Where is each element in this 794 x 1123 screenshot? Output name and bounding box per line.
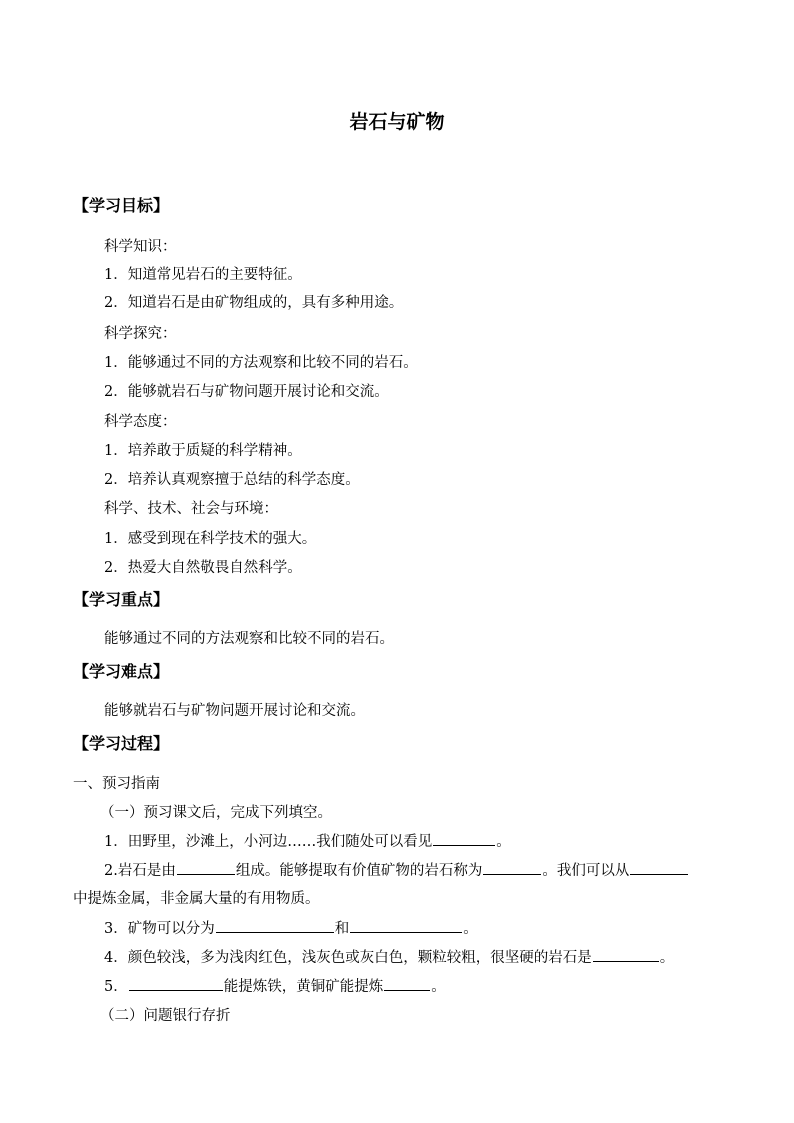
knowledge-label: 科学知识： [104, 239, 177, 255]
question-5-text-b: 能提炼铁，黄铜矿能提炼 [223, 979, 384, 995]
question-2-text-b: 组成。能够提取有价值矿物的岩石称为 [235, 863, 483, 879]
sts-item-2: 2．热爱大自然敬畏自然科学。 [104, 560, 302, 576]
inquiry-item-2: 2．能够就岩石与矿物问题开展讨论和交流。 [104, 384, 389, 400]
question-3-text-b: 和 [334, 921, 350, 937]
question-2-continued: 中提炼金属，非金属大量的有用物质。 [73, 891, 320, 907]
question-3-blank-1[interactable] [216, 918, 334, 934]
question-1-blank[interactable] [433, 831, 495, 847]
subsection-question-bank: （二）问题银行存折 [100, 1008, 231, 1024]
difficulty-text: 能够就岩石与矿物问题开展讨论和交流。 [104, 703, 365, 719]
question-5-text-a: 5． [104, 979, 128, 995]
question-5 [104, 975, 446, 996]
difficulty-heading: 【学习难点】 [73, 662, 170, 681]
question-4-end: 。 [659, 950, 675, 966]
question-3-text-a: 3．矿物可以分为 [104, 921, 215, 937]
question-4-text: 4．颜色较浅，多为浅肉红色，浅灰色或灰白色，颗粒较粗，很坚硬的岩石是 [104, 950, 592, 966]
question-1-end: 。 [496, 834, 511, 850]
question-5-blank-1[interactable] [129, 976, 223, 992]
knowledge-item-2: 2．知道岩石是由矿物组成的，具有多种用途。 [104, 295, 404, 311]
sts-item-1: 1．感受到现在科学技术的强大。 [104, 531, 317, 547]
question-2-blank-2[interactable] [483, 860, 541, 876]
question-3-blank-2[interactable] [350, 918, 462, 934]
question-4-blank[interactable] [593, 947, 659, 963]
knowledge-item-1: 1．知道常见岩石的主要特征。 [104, 267, 302, 283]
section-preview-guide: 一、预习指南 [73, 776, 160, 792]
question-2 [104, 859, 689, 880]
question-4 [104, 946, 674, 967]
inquiry-item-1: 1．能够通过不同的方法观察和比较不同的岩石。 [104, 355, 418, 371]
goals-heading: 【学习目标】 [73, 196, 170, 215]
question-2-blank-1[interactable] [177, 860, 235, 876]
question-2-text-c: 。我们可以从 [542, 863, 630, 879]
attitude-item-1: 1．培养敢于质疑的科学精神。 [104, 443, 302, 459]
focus-heading: 【学习重点】 [73, 590, 170, 609]
attitude-label: 科学态度： [104, 414, 177, 430]
sts-label: 科学、技术、社会与环境： [104, 501, 278, 517]
page-title: 岩石与矿物 [349, 111, 445, 133]
subsection-fill-blanks: （一）预习课文后，完成下列填空。 [100, 805, 332, 821]
question-3-end: 。 [463, 921, 478, 937]
question-5-blank-2[interactable] [384, 976, 430, 992]
question-3 [104, 917, 478, 938]
inquiry-label: 科学探究： [104, 326, 177, 342]
question-1 [104, 830, 511, 851]
question-2-text-a: 2.岩石是由 [104, 863, 176, 879]
process-heading: 【学习过程】 [73, 734, 170, 753]
attitude-item-2: 2．培养认真观察擅于总结的科学态度。 [104, 472, 360, 488]
question-1-text: 1．田野里，沙滩上，小河边……我们随处可以看见 [104, 834, 433, 850]
question-5-end: 。 [431, 979, 446, 995]
question-2-blank-3[interactable] [630, 860, 688, 876]
focus-text: 能够通过不同的方法观察和比较不同的岩石。 [104, 631, 394, 647]
